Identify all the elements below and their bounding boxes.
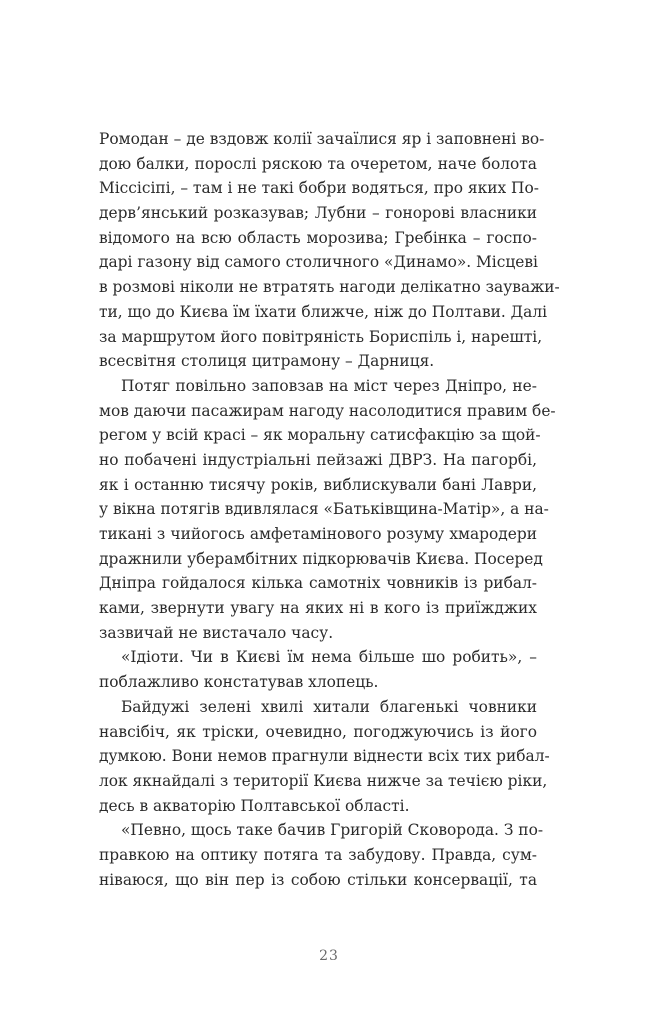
text-line: десь в акваторію Полтавської області.: [99, 796, 410, 815]
text-line: тикані з чийогось амфетамінового розуму хмародери: [99, 525, 537, 543]
text-line: відомого на всю область морозива; Гребінка – госпо-: [99, 228, 537, 247]
text-line: дарі газону від самого столичного «Динамо». Місцеві: [99, 253, 538, 272]
text-line: зазвичай не вистачало часу.: [99, 623, 334, 642]
text-line: за маршрутом його повітряність Бориспіль і, нарешті,: [99, 327, 543, 346]
paragraph: [99, 818, 544, 892]
text-line: у вікна потягів вдивлялася «Батьківщина-Матір», а на-: [99, 500, 549, 519]
paragraph: [99, 645, 537, 694]
text-line: Міссісіпі, – там і не такі бобри водяться, про яких По-: [99, 179, 539, 198]
text-line: в розмові ніколи не втратять нагоди делікатно зауважи-: [99, 278, 560, 297]
text-line: Дніпра гойдалося кілька самотніх човників із рибал-: [99, 574, 537, 593]
paragraph: [99, 374, 556, 646]
text-line: всесвітня столиця цитрамону – Дарниця.: [99, 352, 435, 371]
text-line: Байдужі зелені хвилі хитали благенькі човники: [121, 697, 537, 716]
text-line: як і останню тисячу років, виблискували бані Лаври,: [99, 475, 537, 494]
page-number: 23: [319, 948, 339, 964]
paragraph: [99, 127, 560, 374]
paragraph: [99, 695, 550, 818]
text-line: навсібіч, як тріски, очевидно, погоджуючись із його: [99, 722, 537, 741]
text-line: мов даючи пасажирам нагоду насолодитися правим бе-: [99, 401, 556, 420]
text-line: ніваюся, що він пер із собою стільки консервації, та: [99, 870, 537, 889]
text-line: ками, звернути увагу на яких ні в кого із приїжджих: [99, 599, 537, 618]
text-line: но побачені індустріальні пейзажі ДВРЗ. На пагорбі,: [99, 450, 537, 469]
text-line: дерв’янський розказував; Лубни – гонорові власники: [99, 204, 537, 223]
text-line: лок якнайдалі з території Києва нижче за течією ріки,: [99, 771, 548, 790]
body-text: [99, 127, 560, 892]
text-line: Потяг повільно заповзав на міст через Дніпро, не-: [121, 376, 537, 395]
text-line: ти, що до Києва їм їхати ближче, ніж до Полтави. Далі: [99, 302, 548, 321]
text-line: «Ідіоти. Чи в Києві їм нема більше шо робить», –: [121, 648, 537, 667]
text-line: правкою на оптику потяга та забудову. Правда, сум-: [99, 845, 537, 864]
text-line: «Певно, щось таке бачив Григорій Сковорода. З по-: [121, 821, 544, 840]
text-line: думкою. Вони немов прагнули віднести всіх тих рибал-: [99, 747, 550, 766]
text-line: дою балки, порослі ряскою та очеретом, наче болота: [99, 154, 537, 173]
text-line: поблажливо констатував хлопець.: [99, 673, 379, 692]
text-line: регом у всій красі – як моральну сатисфакцію за щой-: [99, 426, 541, 445]
text-line: Ромодан – де вздовж колії зачаїлися яр і заповнені во-: [99, 130, 545, 148]
text-line: дражнили уберамбітних підкорювачів Києва. Посеред: [99, 549, 543, 568]
